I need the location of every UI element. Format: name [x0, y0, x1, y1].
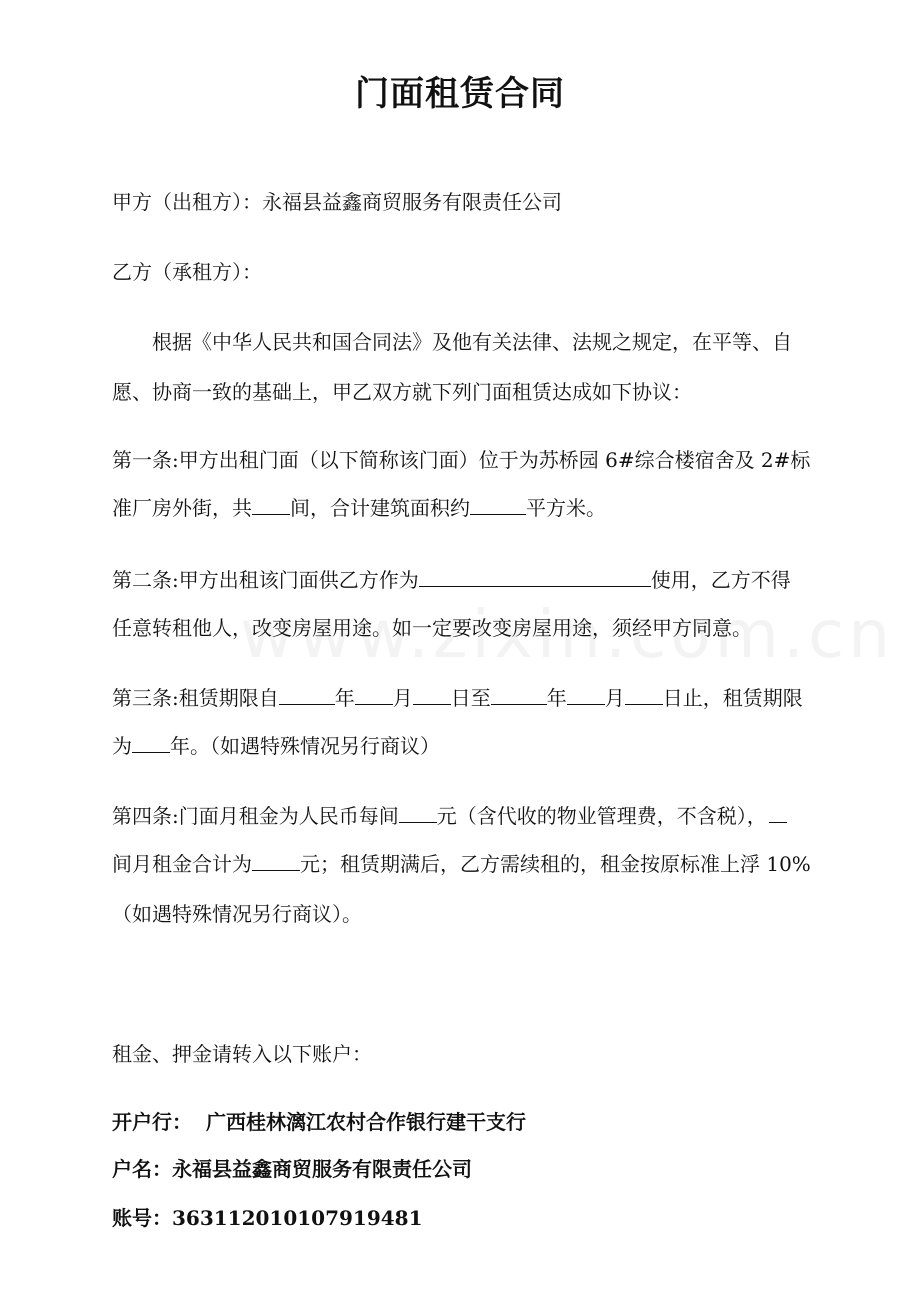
article-3-text-1: 第三条:租赁期限自 — [112, 686, 279, 710]
article-2-text-b: 使用，乙方不得 — [650, 568, 791, 592]
article-3-line-2 — [112, 732, 440, 760]
end-month-blank[interactable] — [567, 686, 605, 705]
total-rent-blank[interactable] — [252, 852, 300, 871]
article-1-line-1: 第一条:甲方出租门面（以下简称该门面）位于为苏桥园 6#综合楼宿舍及 2#标 — [112, 448, 811, 472]
end-year-blank[interactable] — [491, 686, 547, 705]
account-number-value: 363112010107919481 — [172, 1206, 423, 1230]
start-month-blank[interactable] — [355, 686, 393, 705]
account-number-line — [112, 1204, 423, 1232]
area-blank[interactable] — [470, 496, 526, 515]
article-1-text-b: 间，合计建筑面积约 — [290, 496, 470, 520]
article-3-text-7: 日止，租赁期限 — [662, 686, 803, 710]
article-4-text-b: 元（含代收的物业管理费，不含税）， — [436, 804, 767, 828]
end-day-blank[interactable] — [625, 686, 663, 705]
start-day-blank[interactable] — [413, 686, 451, 705]
article-4-text-c: 间月租金合计为 — [112, 852, 252, 876]
article-3-text-4: 日至 — [450, 686, 491, 710]
intro-line-2: 愿、协商一致的基础上，甲乙双方就下列门面租赁达成如下协议： — [112, 380, 692, 404]
bank-line — [112, 1108, 526, 1136]
intro-line-1: 根据《中华人民共和国合同法》及他有关法律、法规之规定，在平等、自 — [152, 330, 792, 354]
article-1-line-2 — [112, 494, 606, 522]
article-2-text-a: 第二条:甲方出租该门面供乙方作为 — [112, 568, 419, 592]
article-4-text-d: 元；租赁期满后，乙方需续租的，租金按原标准上浮 10% — [300, 852, 811, 876]
bank-label: 开户行： — [112, 1110, 192, 1134]
article-4-text-a: 第四条:门面月租金为人民币每间 — [112, 804, 399, 828]
article-2-line-1 — [112, 566, 791, 594]
room-count-blank[interactable] — [252, 496, 290, 515]
usage-purpose-blank[interactable] — [419, 568, 651, 587]
account-name-line: 户名：永福县益鑫商贸服务有限责任公司 — [112, 1157, 472, 1181]
article-1-text-a: 准厂房外街，共 — [112, 496, 252, 520]
article-3-text-5: 年 — [546, 686, 567, 710]
article-3-text-2: 年 — [334, 686, 355, 710]
article-4-line-2 — [112, 850, 811, 878]
start-year-blank[interactable] — [279, 686, 335, 705]
article-4-line-3: （如遇特殊情况另行商议）。 — [112, 902, 362, 926]
party-b-line: 乙方（承租方）： — [112, 260, 262, 284]
payment-note: 租金、押金请转入以下账户： — [112, 1042, 372, 1066]
monthly-rent-per-room-blank[interactable] — [399, 804, 437, 823]
article-3-text-6: 月 — [604, 686, 625, 710]
article-1-text-c: 平方米。 — [526, 496, 606, 520]
lease-years-blank[interactable] — [132, 734, 170, 753]
article-3-text-3: 月 — [392, 686, 413, 710]
party-a-line: 甲方（出租方）：永福县益鑫商贸服务有限责任公司 — [112, 190, 562, 214]
article-3-line-1 — [112, 684, 803, 712]
article-3-text-9: 年。（如遇特殊情况另行商议） — [170, 734, 440, 758]
article-4-line-1 — [112, 802, 787, 830]
bank-value: 广西桂林漓江农村合作银行建干支行 — [206, 1110, 526, 1134]
rooms-blank[interactable] — [769, 804, 787, 823]
article-3-text-8: 为 — [112, 734, 132, 758]
account-number-label: 账号： — [112, 1206, 172, 1230]
document-title: 门面租赁合同 — [355, 74, 565, 114]
article-2-line-2: 任意转租他人，改变房屋用途。如一定要改变房屋用途，须经甲方同意。 — [112, 616, 752, 640]
